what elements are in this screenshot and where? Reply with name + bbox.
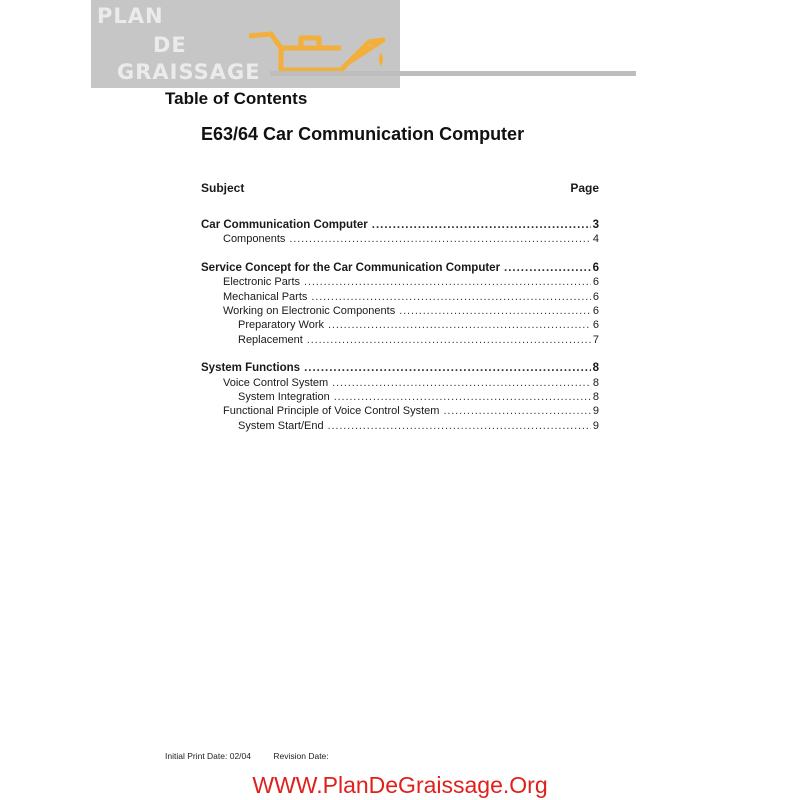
toc-section <box>201 261 599 347</box>
print-footer <box>165 751 329 761</box>
dot-leader <box>307 333 591 347</box>
toc-section <box>201 218 599 247</box>
toc-entry[interactable] <box>201 404 599 418</box>
dot-leader <box>289 232 591 246</box>
logo-word-plan: PLAN <box>97 4 164 28</box>
dot-leader <box>328 419 591 433</box>
dot-leader <box>328 318 591 332</box>
toc-heading: Table of Contents <box>165 89 308 108</box>
toc-entry-label: System Functions <box>201 362 301 375</box>
document-title: E63/64 Car Communication Computer <box>201 124 525 144</box>
dot-leader <box>304 275 591 289</box>
toc-entry-label: Working on Electronic Components <box>223 304 396 317</box>
toc-entry-label: Mechanical Parts <box>223 290 308 303</box>
logo-word-de: DE <box>153 33 187 57</box>
toc-entry[interactable] <box>201 361 599 375</box>
toc-entry-page: 8 <box>592 362 599 375</box>
toc-entry-page: 8 <box>592 390 599 403</box>
revision-date: Revision Date: <box>273 751 329 761</box>
toc-entry[interactable] <box>201 333 599 347</box>
toc-entry-label: Car Communication Computer <box>201 219 368 231</box>
header-rule <box>270 71 636 76</box>
column-header-page: Page <box>570 181 599 195</box>
toc-entry-page: 3 <box>592 219 599 231</box>
toc-entry[interactable] <box>201 290 599 304</box>
dot-leader <box>311 290 591 304</box>
toc-entry-page: 6 <box>592 290 599 303</box>
toc-entry[interactable] <box>201 318 599 332</box>
dot-leader <box>399 304 591 318</box>
column-header-subject: Subject <box>201 181 245 195</box>
dot-leader <box>304 361 591 375</box>
toc-entry[interactable] <box>201 390 599 404</box>
toc-entry-page: 6 <box>592 304 599 317</box>
initial-print-date: Initial Print Date: 02/04 <box>165 751 251 761</box>
toc-entry[interactable] <box>201 419 599 433</box>
toc-entry-page: 7 <box>592 333 599 346</box>
dot-leader <box>443 404 590 418</box>
toc-entry-label: Voice Control System <box>223 376 329 389</box>
toc-entry[interactable] <box>201 275 599 289</box>
toc-entry[interactable] <box>201 376 599 390</box>
toc-entry-page: 6 <box>592 276 599 289</box>
toc-entry-page: 6 <box>592 262 599 275</box>
toc-entry-label: Functional Principle of Voice Control System <box>223 405 440 418</box>
toc-entry-label: Electronic Parts <box>223 276 301 289</box>
dot-leader <box>372 218 591 232</box>
toc-entry-label: Components <box>223 233 286 246</box>
toc-entry-label: Replacement <box>238 333 303 346</box>
toc-entry-page: 6 <box>592 319 599 332</box>
toc-entry[interactable] <box>201 261 599 275</box>
toc-section <box>201 361 599 432</box>
toc-entry[interactable] <box>201 304 599 318</box>
logo-word-graissage: GRAISSAGE <box>117 60 261 84</box>
toc-entry-page: 8 <box>592 376 599 389</box>
dot-leader <box>332 376 591 390</box>
toc-entry-page: 9 <box>592 419 599 432</box>
toc-entry[interactable] <box>201 232 599 246</box>
toc-entry-page: 4 <box>592 233 599 246</box>
dot-leader <box>504 261 591 275</box>
toc-entry[interactable] <box>201 218 599 232</box>
website-link[interactable]: WWW.PlanDeGraissage.Org <box>252 772 548 798</box>
oil-can-icon <box>241 12 391 78</box>
toc-entry-label: Preparatory Work <box>238 319 324 332</box>
toc-list <box>201 218 599 447</box>
toc-entry-label: System Start/End <box>238 419 324 432</box>
toc-entry-page: 9 <box>592 405 599 418</box>
dot-leader <box>334 390 591 404</box>
toc-entry-label: Service Concept for the Car Communication Computer <box>201 262 501 275</box>
toc-entry-label: System Integration <box>238 390 330 403</box>
